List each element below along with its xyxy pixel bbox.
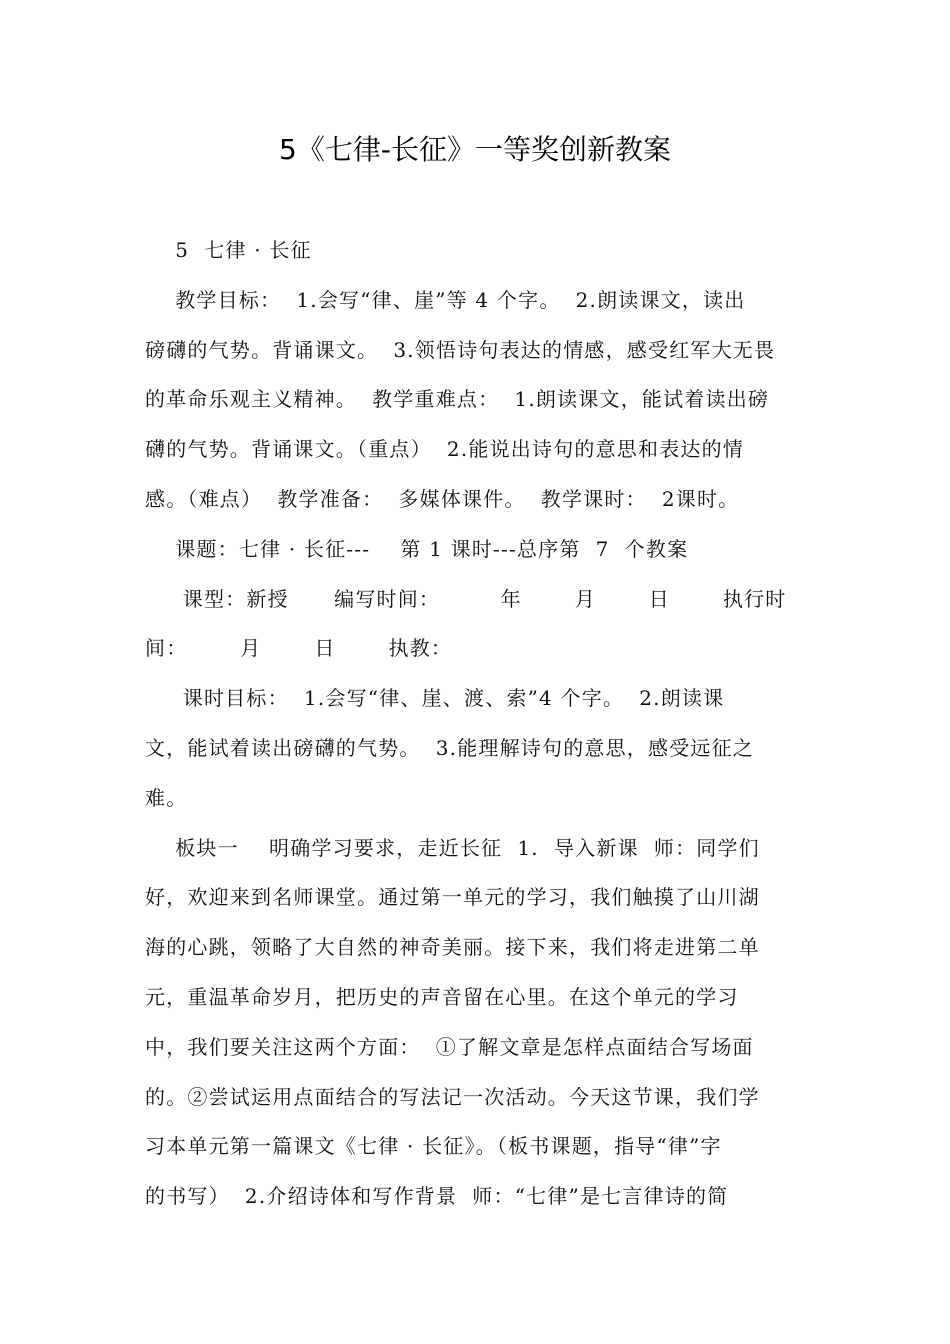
text-line-2: 教学目标： 1.会写“律、崖”等 4 个字。 2.朗读课文，读出 — [145, 287, 746, 312]
text-line-6: 感。（难点） 教学准备： 多媒体课件。 教学课时： 2课时。 — [145, 486, 740, 511]
text-line-5: 礴的气势。背诵课文。（重点） 2.能说出诗句的意思和表达的情 — [145, 437, 744, 462]
text-line-3: 磅礴的气势。背诵课文。 3.领悟诗句表达的情感，感受红军大无畏 — [145, 337, 776, 362]
text-line-9: 间： 月 日 执教： — [145, 636, 453, 661]
text-line-19: 习本单元第一篇课文《七律 · 长征》。（板书课题，指导“律”字 — [145, 1134, 722, 1159]
text-line-7: 课题：七律 · 长征--- 第 1 课时---总序第 7 个教案 — [145, 536, 689, 561]
text-line-8: 课型：新授 编写时间： 年 月 日 执行时 — [145, 586, 787, 611]
text-line-13: 板块一 明确学习要求，走近长征 1. 导入新课 师：同学们 — [145, 835, 760, 860]
text-line-1: 5 七律 · 长征 — [145, 238, 312, 262]
text-line-16: 元，重温革命岁月，把历史的声音留在心里。在这个单元的学习 — [145, 984, 739, 1009]
text-line-12: 难。 — [145, 785, 188, 810]
text-line-4: 的革命乐观主义精神。 教学重难点： 1.朗读课文，能试着读出磅 — [145, 387, 770, 412]
text-line-18: 的。②尝试运用点面结合的写法记一次活动。今天这节课，我们学 — [145, 1084, 760, 1109]
text-line-15: 海的心跳，领略了大自然的神奇美丽。接下来，我们将走进第二单 — [145, 935, 760, 960]
text-line-14: 好，欢迎来到名师课堂。通过第一单元的学习，我们触摸了山川湖 — [145, 885, 760, 910]
text-line-20: 的书写） 2.介绍诗体和写作背景 师：“七律”是七言律诗的简 — [145, 1184, 729, 1209]
document-title: 5《七律-长征》一等奖创新教案 — [279, 133, 671, 166]
text-line-11: 文，能试着读出磅礴的气势。 3.能理解诗句的意思，感受远征之 — [145, 735, 754, 760]
text-line-10: 课时目标： 1.会写“律、崖、渡、索”4 个字。 2.朗读课 — [145, 686, 725, 711]
document-body — [145, 226, 807, 1222]
text-line-17: 中，我们要关注这两个方面： ①了解文章是怎样点面结合写场面 — [145, 1034, 754, 1059]
